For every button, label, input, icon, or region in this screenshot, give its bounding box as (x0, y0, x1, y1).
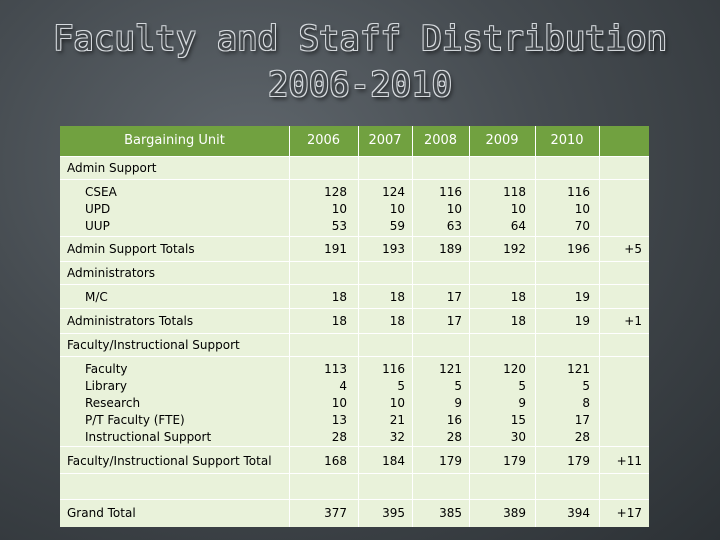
value-cell: 21 (389, 413, 405, 427)
admin-support-2007 (358, 184, 405, 235)
header-2007: 2007 (368, 133, 402, 148)
admin-support-labels (85, 184, 117, 235)
row-label: M/C (85, 290, 108, 304)
value-cell: 121 (439, 362, 462, 376)
grid-line (60, 446, 649, 447)
value-cell: 179 (567, 454, 590, 468)
value-cell: 10 (389, 396, 405, 410)
value-cell: 18 (331, 290, 347, 304)
value-cell: 18 (510, 290, 526, 304)
grid-line (60, 284, 649, 285)
value-cell: 30 (510, 430, 526, 444)
value-cell: 19 (574, 290, 590, 304)
grid-line (60, 261, 649, 262)
value-cell: 53 (331, 219, 347, 233)
row-label: P/T Faculty (FTE) (85, 413, 185, 427)
value-cell: 116 (382, 362, 405, 376)
value-cell: 189 (439, 242, 462, 256)
value-cell: 168 (324, 454, 347, 468)
value-cell: 28 (574, 430, 590, 444)
value-cell: 70 (574, 219, 590, 233)
value-cell: 5 (518, 379, 526, 393)
value-cell: 394 (567, 506, 590, 520)
value-cell: 193 (382, 242, 405, 256)
faculty-2008 (412, 361, 462, 446)
value-cell: 59 (389, 219, 405, 233)
value-cell: 10 (389, 202, 405, 216)
row-label: Faculty (85, 362, 128, 376)
faculty-2007 (358, 361, 405, 446)
row-label: Research (85, 396, 141, 410)
page-title (0, 16, 720, 108)
section-faculty-instructional-support: Faculty/Instructional Support (67, 338, 240, 352)
value-cell: 196 (567, 242, 590, 256)
row-label: Library (85, 379, 127, 393)
value-cell: 113 (324, 362, 347, 376)
value-cell: 8 (582, 396, 590, 410)
row-label: UPD (85, 202, 111, 216)
administrators-totals-label: Administrators Totals (67, 314, 194, 328)
value-cell: 120 (503, 362, 526, 376)
value-cell: 28 (446, 430, 462, 444)
value-cell: 10 (331, 202, 347, 216)
title-line-2: 2006-2010 (267, 65, 453, 105)
value-cell: 118 (503, 185, 526, 199)
value-cell: 10 (510, 202, 526, 216)
faculty-totals-label: Faculty/Instructional Support Total (67, 454, 272, 468)
value-cell: 124 (382, 185, 405, 199)
admin-support-2010 (535, 184, 590, 235)
grid-line (60, 156, 649, 157)
value-cell: 385 (439, 506, 462, 520)
value-cell: 192 (503, 242, 526, 256)
grid-line (60, 179, 649, 180)
change-cell: +17 (616, 506, 642, 520)
value-cell: 32 (389, 430, 405, 444)
row-label: Instructional Support (85, 430, 212, 444)
header-2009: 2009 (485, 133, 519, 148)
value-cell: 4 (339, 379, 347, 393)
value-cell: 389 (503, 506, 526, 520)
value-cell: 9 (518, 396, 526, 410)
value-cell: 179 (503, 454, 526, 468)
grid-line (60, 356, 649, 357)
change-cell: +11 (616, 454, 642, 468)
grand-total-label: Grand Total (67, 506, 136, 520)
grid-line (60, 236, 649, 237)
change-cell: +1 (624, 314, 642, 328)
admin-support-totals-label: Admin Support Totals (67, 242, 195, 256)
header-2006: 2006 (306, 133, 341, 148)
value-cell: 18 (331, 314, 347, 328)
value-cell: 63 (446, 219, 462, 233)
value-cell: 18 (510, 314, 526, 328)
value-cell: 5 (582, 379, 590, 393)
value-cell: 121 (567, 362, 590, 376)
header-bargaining-unit: Bargaining Unit (124, 133, 225, 148)
row-label: UUP (85, 219, 110, 233)
distribution-table (60, 126, 649, 527)
value-cell: 64 (510, 219, 526, 233)
value-cell: 10 (446, 202, 462, 216)
value-cell: 116 (567, 185, 590, 199)
value-cell: 184 (382, 454, 405, 468)
grid-line (60, 473, 649, 474)
value-cell: 5 (454, 379, 462, 393)
title-line-1: Faculty and Staff Distribution (52, 19, 668, 59)
header-2008: 2008 (423, 133, 458, 148)
value-cell: 15 (510, 413, 526, 427)
value-cell: 10 (574, 202, 590, 216)
value-cell: 28 (331, 430, 347, 444)
grid-line (60, 308, 649, 309)
value-cell: 18 (389, 314, 405, 328)
value-cell: 17 (446, 290, 462, 304)
value-cell: 18 (389, 290, 405, 304)
faculty-2010 (535, 361, 590, 446)
value-cell: 17 (446, 314, 462, 328)
value-cell: 395 (382, 506, 405, 520)
value-cell: 179 (439, 454, 462, 468)
admin-support-2006 (289, 184, 347, 235)
value-cell: 16 (446, 413, 462, 427)
value-cell: 17 (574, 413, 590, 427)
faculty-2009 (469, 361, 526, 446)
header-2010: 2010 (550, 133, 584, 148)
value-cell: 19 (574, 314, 590, 328)
grid-line (60, 499, 649, 500)
change-cell: +5 (624, 242, 642, 256)
row-label: CSEA (85, 185, 117, 199)
admin-support-2009 (469, 184, 526, 235)
value-cell: 9 (454, 396, 462, 410)
section-administrators: Administrators (67, 266, 156, 280)
value-cell: 5 (397, 379, 405, 393)
faculty-2006 (289, 361, 347, 446)
admin-support-2008 (412, 184, 462, 235)
value-cell: 128 (324, 185, 347, 199)
value-cell: 13 (331, 413, 347, 427)
faculty-labels (85, 361, 211, 446)
section-admin-support: Admin Support (67, 161, 157, 175)
value-cell: 10 (331, 396, 347, 410)
value-cell: 191 (324, 242, 347, 256)
grid-line (60, 333, 649, 334)
value-cell: 377 (324, 506, 347, 520)
value-cell: 116 (439, 185, 462, 199)
